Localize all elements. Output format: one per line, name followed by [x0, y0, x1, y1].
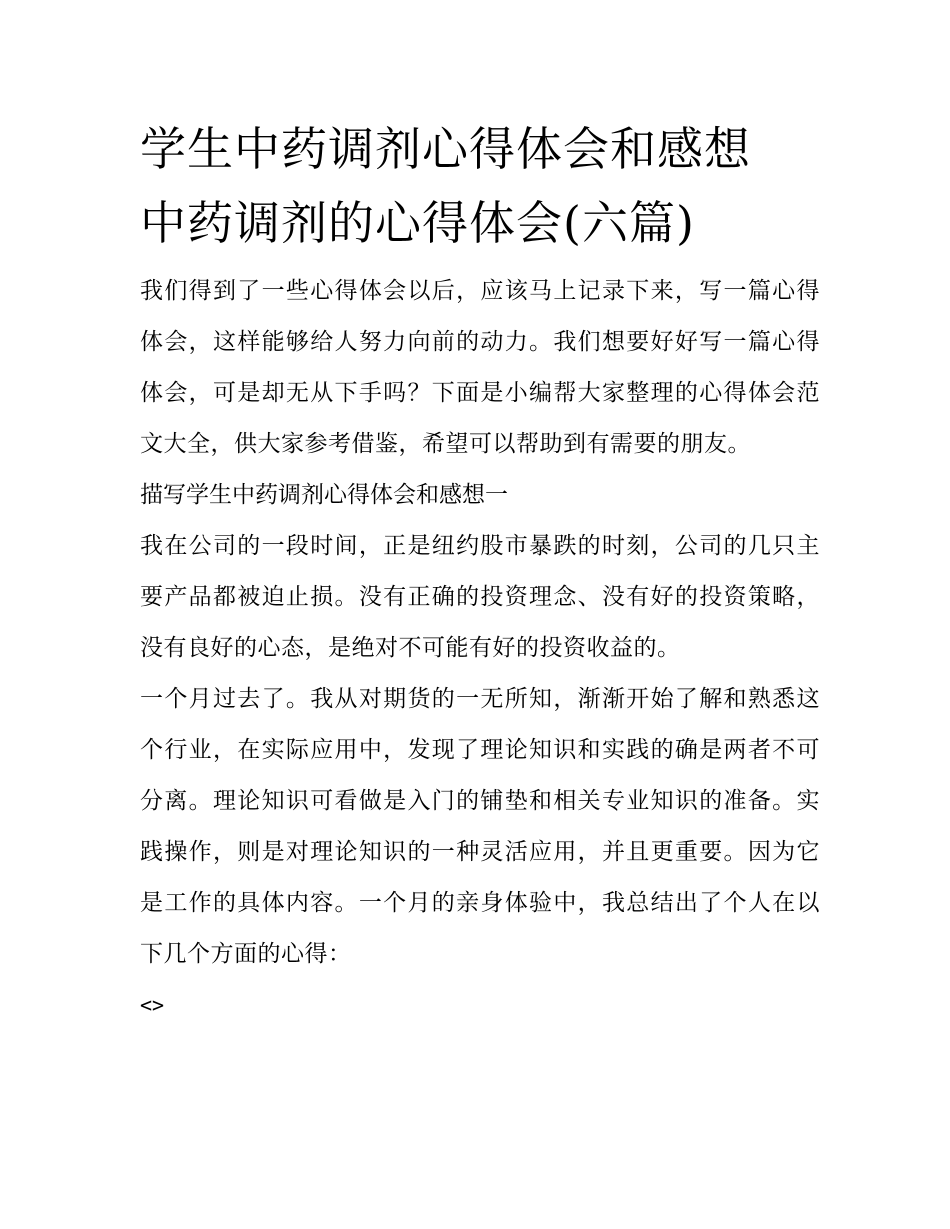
body-paragraph-1: 我在公司的一段时间，正是纽约股市暴跌的时刻，公司的几只主要产品都被迫止损。没有正确的投资理念、没有好的投资策略，没有良好的心态，是绝对不可能有好的投资收益的。: [140, 533, 820, 661]
body-paragraph-2: 一个月过去了。我从对期货的一无所知，渐渐开始了解和熟悉这个行业，在实际应用中，发现了理论知识和实践的确是两者不可分离。理论知识可看做是入门的铺垫和相关专业知识的准备。实践操作，则是对理论知识的一种灵活应用，并且更重要。因为它是工作的具体内容。一个月的亲身体验中，我总结出了个人在以下几个方面的心得：: [140, 686, 820, 967]
document-page: [140, 112, 820, 1031]
section-heading-1: 描写学生中药调剂心得体会和感想一: [140, 482, 508, 508]
title-block: [140, 112, 820, 260]
placeholder-marker: <>: [140, 993, 165, 1017]
intro-paragraph: 我们得到了一些心得体会以后，应该马上记录下来，写一篇心得体会，这样能够给人努力向前的动力。我们想要好好写一篇心得体会，可是却无从下手吗？下面是小编帮大家整理的心得体会范文大全，供大家参考借鉴，希望可以帮助到有需要的朋友。: [140, 278, 820, 457]
document-title-line-1: 学生中药调剂心得体会和感想: [140, 122, 751, 176]
document-title-line-2: 中药调剂的心得体会(六篇): [140, 196, 695, 250]
